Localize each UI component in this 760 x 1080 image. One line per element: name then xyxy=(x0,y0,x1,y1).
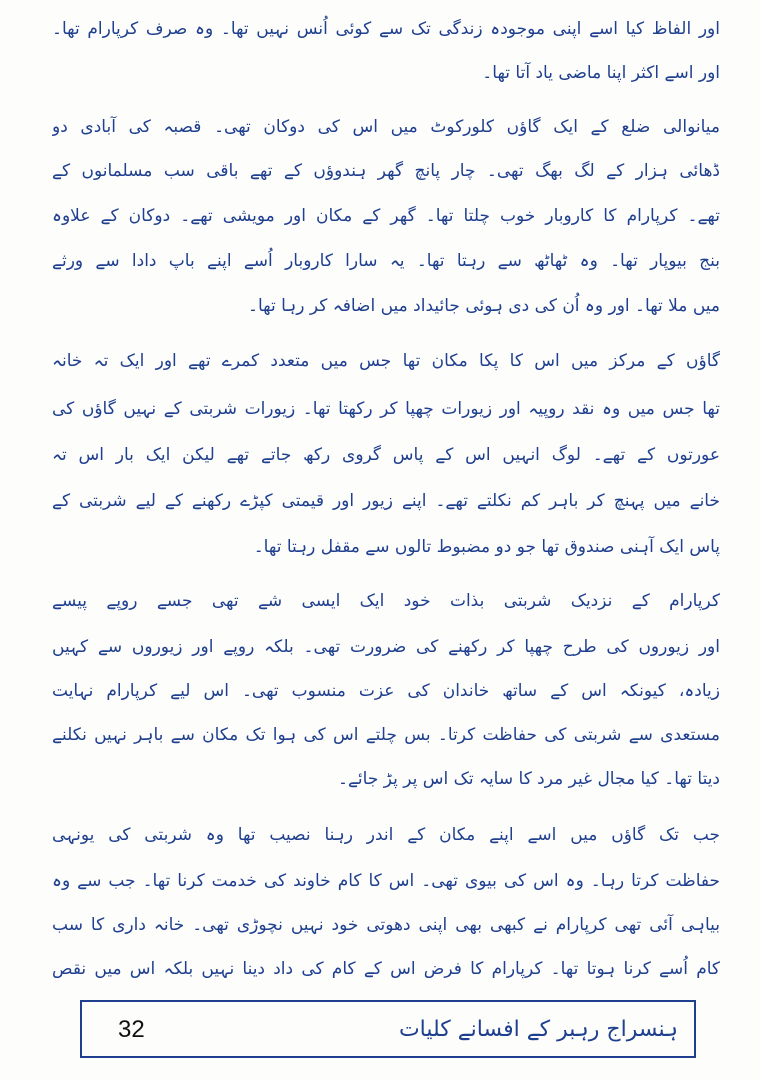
text-line: میں ملا تھا۔ اور وہ اُن کی دی ہوئی جائیداد میں اضافہ کر رہا تھا۔ xyxy=(248,296,720,316)
text-line: تھا جس میں وہ نقد روپیہ اور زیورات چھپا کر رکھتا تھا۔ زیورات شربتی کے نہیں گاؤں کی xyxy=(52,399,720,419)
text-line: جب تک گاؤں میں اسے اپنے مکان کے اندر رہنا نصیب تھا وہ شربتی کی یونہی xyxy=(52,825,720,845)
text-line: خانے میں پہنچ کر باہر کم نکلتے تھے۔ اپنے زیور اور قیمتی کپڑے رکھنے کے لیے شربتی کے xyxy=(52,491,720,511)
text-line: گاؤں کے مرکز میں اس کا پکا مکان تھا جس میں متعدد کمرے تھے اور ایک تہ خانہ xyxy=(52,351,720,371)
text-line: کام اُسے کرنا ہوتا تھا۔ کرپارام کا فرض اس کے کام کی داد دینا نہیں بلکہ اس میں نقص xyxy=(52,959,720,979)
body-text xyxy=(52,6,720,986)
text-line: اور اسے اکثر اپنا ماضی یاد آتا تھا۔ xyxy=(482,63,720,83)
page-number: 32 xyxy=(118,1016,145,1043)
text-line: اور الفاظ کیا اسے اپنی موجودہ زندگی تک سے کوئی اُنس نہیں تھا۔ وہ صرف کرپارام تھا۔ xyxy=(52,19,720,39)
book-title: ہنسراج رہبر کے افسانے کلیات xyxy=(398,1017,678,1042)
text-line: تھے۔ کرپارام کا کاروبار خوب چلتا تھا۔ گھر کے مکان اور مویشی تھے۔ دوکان کے علاوہ xyxy=(52,206,720,226)
text-line: عورتوں کے تھے۔ لوگ انہیں اس کے پاس گروی رکھ جاتے تھے لیکن ایک بار اس تہ xyxy=(52,445,720,465)
text-line: پاس ایک آہنی صندوق تھا جو دو مضبوط تالوں سے مقفل رہتا تھا۔ xyxy=(253,537,720,557)
text-line: زیادہ، کیونکہ اس کے ساتھ خاندان کی عزت منسوب تھی۔ اس لیے کرپارام نہایت xyxy=(52,681,720,701)
text-line: کرپارام کے نزدیک شربتی بذات خود ایک ایسی شے تھی جسے روپے پیسے xyxy=(52,591,720,611)
text-line: بنج بیوپار تھا۔ وہ ٹھاٹھ سے رہتا تھا۔ یہ سارا کاروبار اُسے اپنے باپ دادا سے ورثے xyxy=(52,251,720,271)
text-line: میانوالی ضلع کے ایک گاؤں کلورکوٹ میں اس کی دوکان تھی۔ قصبہ کی آبادی دو xyxy=(52,117,720,137)
text-line: بیاہی آئی تھی کرپارام نے کبھی بھی اپنی دھوتی خود نہیں نچوڑی تھی۔ خانہ داری کا سب xyxy=(52,915,720,935)
text-line: حفاظت کرتا رہا۔ وہ اس کی بیوی تھی۔ اس کا کام خاوند کی خدمت کرنا تھا۔ جب سے وہ xyxy=(52,871,720,891)
text-line: مستعدی سے شربتی کی حفاظت کرتا۔ بس چلتے اس کی ہوا تک مکان سے باہر نہیں نکلنے xyxy=(52,725,720,745)
text-line: دیتا تھا۔ کیا مجال غیر مرد کا سایہ تک اس پر پڑ جائے۔ xyxy=(337,769,720,789)
footer-box xyxy=(80,1000,696,1058)
text-line: اور زیوروں کی طرح چھپا کر رکھنے کی ضرورت تھی۔ بلکہ روپے اور زیوروں سے کہیں xyxy=(52,637,720,657)
text-line: ڈھائی ہزار کے لگ بھگ تھی۔ چار پانچ گھر ہندوؤں کے تھے باقی سب مسلمانوں کے xyxy=(52,161,720,181)
